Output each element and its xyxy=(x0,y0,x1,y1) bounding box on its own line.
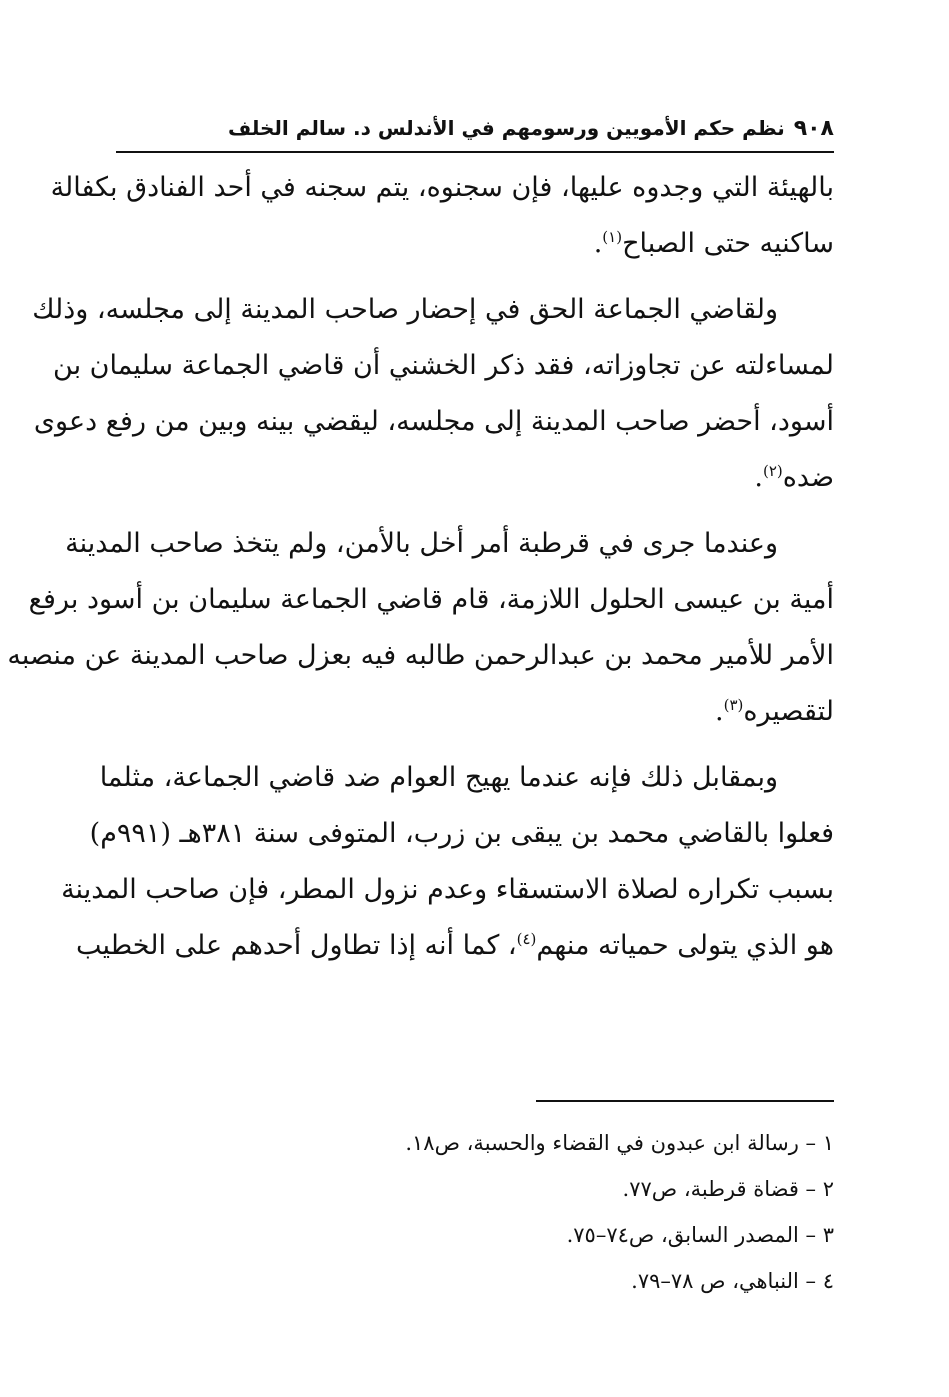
footnotes xyxy=(116,1120,834,1304)
footnote-rule xyxy=(536,1100,834,1102)
text-run: هو الذي يتولى حمياته منهم xyxy=(536,930,834,961)
text-line: أمية بن عيسى الحلول اللازمة، قام قاضي الجماعة سليمان بن أسود برفع xyxy=(28,584,834,615)
header-rule xyxy=(116,151,834,153)
text-line: لمساءلته عن تجاوزاته، فقد ذكر الخشني أن قاضي الجماعة سليمان بن xyxy=(53,350,834,381)
text-line xyxy=(116,684,834,740)
footnote-item: ٤ – النباهي، ص ٧٨–٧٩. xyxy=(631,1269,834,1293)
page-number: ٩٠٨ xyxy=(793,116,834,141)
text-line: بالهيئة التي وجدوه عليها، فإن سجنوه، يتم سجنه في أحد الفنادق بكفالة xyxy=(50,172,834,203)
footnote-item: ٣ – المصدر السابق، ص٧٤–٧٥. xyxy=(566,1223,834,1247)
text-line: وعندما جرى في قرطبة أمر أخل بالأمن، ولم يتخذ صاحب المدينة xyxy=(65,528,778,559)
text-line xyxy=(116,216,834,272)
running-title: نظم حكم الأمويين ورسومهم في الأندلس د. سالم الخلف xyxy=(228,116,785,140)
paragraph-3 xyxy=(7,516,834,740)
text-run: ضده xyxy=(782,462,834,493)
text-line: فعلوا بالقاضي محمد بن يبقى بن زرب، المتوفى سنة ٣٨١هـ (٩٩١م) xyxy=(89,818,834,849)
footnote-ref: (١) xyxy=(602,228,623,246)
body-text xyxy=(7,160,834,974)
paragraph-2 xyxy=(32,282,834,506)
text-line: الأمر للأمير محمد بن عبدالرحمن طالبه فيه بعزل صاحب المدينة عن منصبه xyxy=(7,640,834,671)
text-line: ولقاضي الجماعة الحق في إحضار صاحب المدينة إلى مجلسه، وذلك xyxy=(32,294,778,325)
period: . xyxy=(754,462,763,493)
footnote-item: ١ – رسالة ابن عبدون في القضاء والحسبة، ص١٨. xyxy=(405,1131,834,1155)
page-header xyxy=(116,112,834,152)
text-line: وبمقابل ذلك فإنه عندما يهيج العوام ضد قاضي الجماعة، مثلما xyxy=(99,762,778,793)
footnote-ref: (٢) xyxy=(762,462,783,480)
paragraph-4 xyxy=(61,750,834,974)
period: . xyxy=(714,696,724,727)
text-run: ساكنيه حتى الصباح xyxy=(622,228,834,259)
text-line xyxy=(116,450,834,506)
footnote-ref: (٤) xyxy=(516,930,537,948)
text-line: بسبب تكراره لصلاة الاستسقاء وعدم نزول المطر، فإن صاحب المدينة xyxy=(61,874,834,905)
text-line: أسود، أحضر صاحب المدينة إلى مجلسه، ليقضي بينه وبين من رفع دعوى xyxy=(33,406,834,437)
period: . xyxy=(593,228,603,259)
footnote-item: ٢ – قضاة قرطبة، ص٧٧. xyxy=(622,1177,834,1201)
paragraph-1 xyxy=(50,160,834,272)
footnote-ref: (٣) xyxy=(723,696,744,714)
text-line xyxy=(75,918,834,974)
text-run: لتقصيره xyxy=(743,696,834,727)
text-run: ، كما أنه إذا تطاول أحدهم على الخطيب xyxy=(75,930,517,961)
